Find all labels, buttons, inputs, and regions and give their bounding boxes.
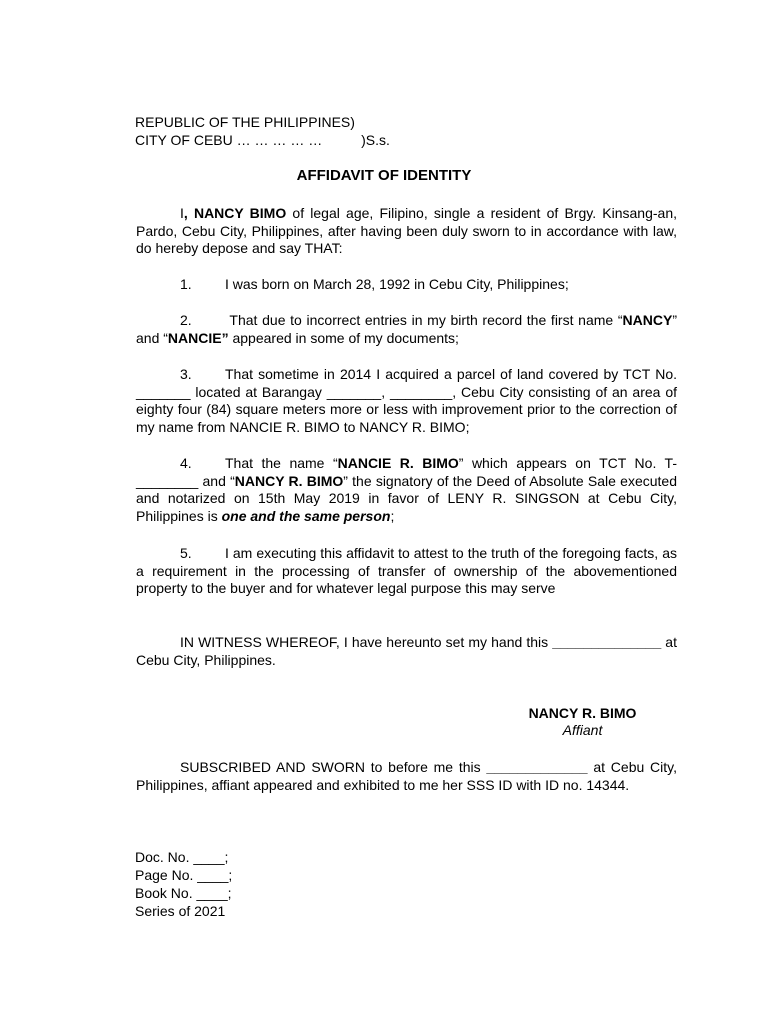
notarial-register — [135, 848, 232, 920]
doc-no: Doc. No. ____; — [135, 849, 229, 865]
jurat-paragraph — [136, 759, 677, 794]
jurat-text-b: at Cebu City, Philippines, affiant appeared and exhibited to me her SSS ID with ID no. 14344. — [136, 759, 677, 793]
item-4-text-d: ” the signatory of the Deed of Absolute Sale executed and notarized on 15th May 2019 in favor of LENY R. SINGSON at Cebu City, Philippines is — [136, 472, 677, 524]
item-2-name-nancie: NANCIE” — [167, 329, 229, 346]
item-5-text: I am executing this affidavit to attest to the truth of the foregoing facts, as a requirement in the processing of transfer of ownership of the abovementioned property to the buyer and for whatever legal purpose this may serve — [136, 545, 677, 596]
witness-text-b: at Cebu City, Philippines. — [136, 634, 677, 668]
witness-date-blank: ______________ — [552, 634, 662, 650]
series-year: Series of 2021 — [135, 903, 226, 919]
item-4-text-c: ” which appears on TCT No. T-________ and “ — [136, 455, 677, 489]
item-4-name-nancy: NANCY R. BIMO — [234, 472, 344, 489]
item-2-name-nancy: NANCY — [622, 312, 673, 328]
venue-republic: REPUBLIC OF THE PHILIPPINES) — [135, 114, 355, 130]
venue-city: CITY OF CEBU … … … … … )S.s. — [135, 132, 390, 148]
item-2 — [136, 312, 677, 347]
jurat-text-a: SUBSCRIBED AND SWORN to before me this — [180, 759, 487, 775]
item-4 — [136, 455, 677, 525]
item-1-text: I was born on March 28, 1992 in Cebu City, Philippines; — [225, 276, 569, 292]
item-3 — [136, 366, 677, 436]
item-1-number: 1. — [180, 276, 192, 292]
jurat-date-blank: _____________ — [486, 759, 588, 775]
book-no: Book No. ____; — [135, 885, 232, 901]
item-2-text-a: That due to incorrect entries in my birth record the first name “ — [225, 312, 623, 328]
item-3-number: 3. — [180, 366, 192, 382]
witness-text-a: IN WITNESS WHEREOF, I have hereunto set my hand this — [180, 634, 553, 650]
venue-caption — [135, 113, 390, 149]
intro-paragraph — [136, 205, 677, 258]
item-1 — [136, 276, 677, 294]
affiant-name: NANCY R. BIMO — [528, 705, 637, 721]
item-4-emphasis: one and the same person — [221, 507, 391, 524]
page-no: Page No. ____; — [135, 867, 233, 883]
item-4-text-e: ; — [390, 507, 395, 524]
witness-paragraph — [136, 634, 677, 669]
item-4-name-nancie: NANCIE R. BIMO — [337, 455, 459, 471]
item-2-number: 2. — [180, 312, 192, 328]
intro-text: of legal age, Filipino, single a resident of Brgy. Kinsang-an, Pardo, Cebu City, Philippines, after having been duly sworn to in accordance with law, do hereby depose and say THAT: — [136, 205, 678, 256]
item-5-number: 5. — [180, 545, 192, 561]
item-4-number: 4. — [180, 455, 192, 471]
item-4-text-a: That the name “ — [225, 455, 338, 471]
intro-pre: I — [180, 205, 184, 221]
item-5 — [136, 545, 677, 598]
item-2-text-d: appeared in some of my documents; — [228, 329, 459, 346]
intro-name: , NANCY BIMO — [183, 205, 287, 221]
document-title: AFFIDAVIT OF IDENTITY — [296, 167, 472, 184]
item-2-text-c: ” and “ — [136, 312, 677, 346]
item-3-text: That sometime in 2014 I acquired a parcel of land covered by TCT No. _______ located at Barangay _______, ________, Cebu City consisting of an area of eighty four (84) square meters more or less with improvement prior to the correction of my name from NANCIE R. BIMO to NANCY R. BIMO; — [136, 366, 677, 435]
affiant-label: Affiant — [562, 722, 603, 738]
